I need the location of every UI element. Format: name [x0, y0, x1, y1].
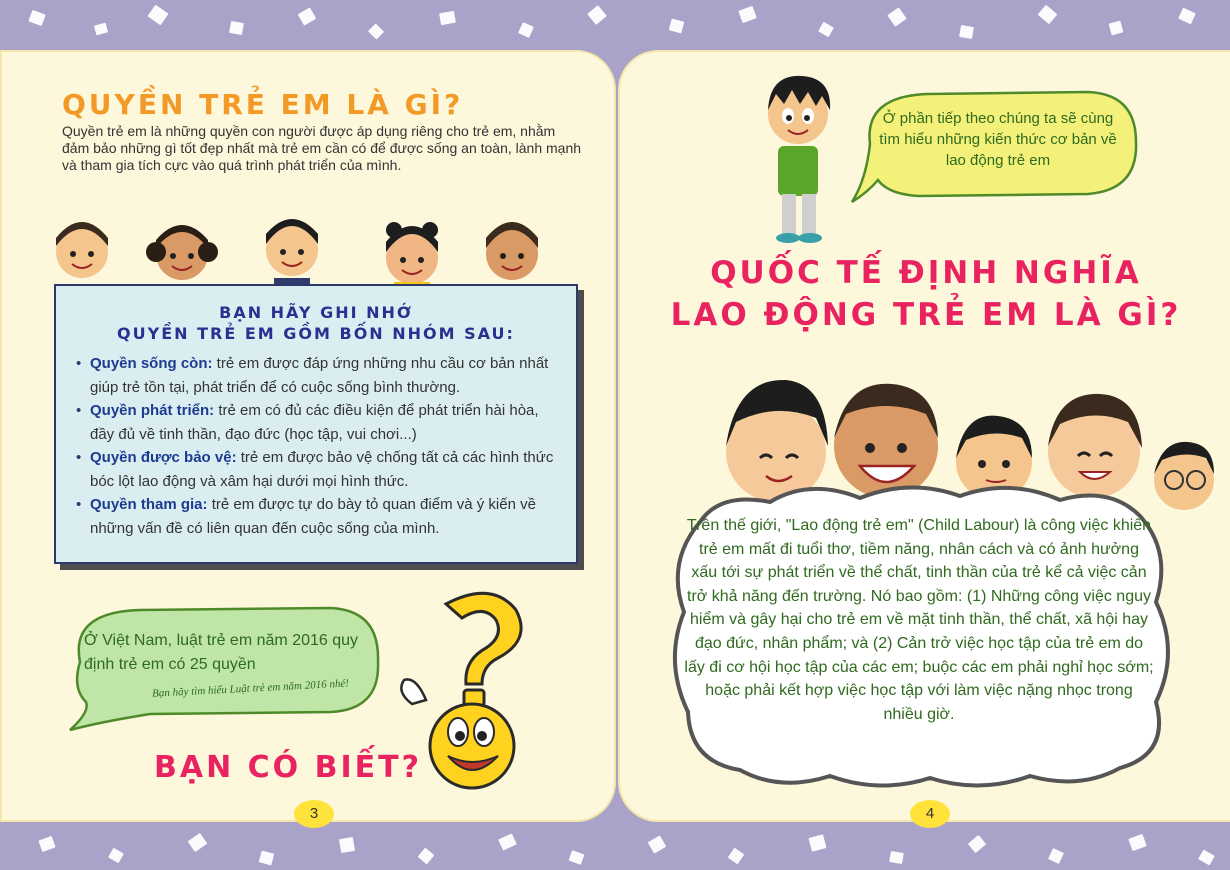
list-item	[76, 399, 562, 446]
right-term: Quyền phát triển:	[90, 402, 215, 419]
definition-paragraph: Trên thế giới, "Lao động trẻ em" (Child Labour) là công việc khiến trẻ em mất đi tuổi thơ, tiềm năng, nhân cách và có ảnh hưởng xấu tới sự phát triển về thể chất, tinh thần của trẻ kể cả việc cản trở khả năng đến trường. Nó bao gồm: (1) Những công việc nguy hiểm và gây hại cho trẻ em về mặt tinh thần, thể chất, xã hội hay đạo đức, nhân phẩm; và (2) Cản trở việc học tập của trẻ em do lấy đi cơ hội học tập của các em; buộc các em phải nghỉ học sớm; hoặc phải kết hợp việc học tập với làm việc nặng nhọc trong nhiều giờ.	[684, 517, 1154, 723]
right-description: trẻ em được bảo vệ chống tất cả các hình thức bóc lột lao động và xâm hại dưới mọi hình thức.	[90, 449, 554, 490]
speech-text: Ở phần tiếp theo chúng ta sẽ cùng tìm hiểu những kiến thức cơ bản về lao động trẻ em	[879, 110, 1117, 169]
page-title-line1: QUỐC TẾ ĐỊNH NGHĨA	[710, 255, 1142, 291]
rights-box-title-line1: BẠN HÃY GHI NHỚ	[219, 303, 413, 322]
page-left	[0, 50, 616, 822]
right-description: trẻ em được tự do bày tỏ quan điểm và ý kiến về những vấn đề có liên quan đến cuộc sống của mình.	[90, 496, 536, 537]
page-number: 4	[910, 800, 950, 828]
rights-box-title	[56, 302, 576, 344]
kid-face-icon	[486, 222, 538, 280]
right-term: Quyền sống còn:	[90, 355, 213, 372]
page-right	[618, 50, 1230, 822]
page-title: QUYỀN TRẺ EM LÀ GÌ?	[62, 88, 464, 121]
list-item	[76, 352, 562, 399]
rights-list	[56, 352, 576, 540]
vn-law-text: Ở Việt Nam, luật trẻ em năm 2016 quy định trẻ em có 25 quyền	[84, 632, 358, 673]
kid-face-icon	[146, 225, 218, 280]
right-term: Quyền được bảo vệ:	[90, 449, 237, 466]
right-term: Quyền tham gia:	[90, 496, 208, 513]
page-title	[620, 252, 1230, 336]
page-title-line2: LAO ĐỘNG TRẺ EM LÀ GÌ?	[670, 297, 1182, 333]
intro-paragraph: Quyền trẻ em là những quyền con người được áp dụng riêng cho trẻ em, nhằm đảm bảo những gì tốt đẹp nhất mà trẻ em cần có để được sống an toàn, lành mạnh và tham gia tích cực vào quá trình phát triển của mình.	[62, 123, 582, 173]
kid-face-icon	[56, 222, 108, 278]
did-you-know-heading: BẠN CÓ BIẾT?	[154, 750, 422, 785]
boy-mascot-icon	[750, 70, 850, 250]
list-item	[76, 493, 562, 540]
right-description: trẻ em có đủ các điều kiện để phát triển hài hòa, đầy đủ về tinh thần, đạo đức (học tập, vui chơi...)	[90, 402, 539, 443]
page-number: 3	[294, 800, 334, 828]
vn-law-note: Bạn hãy tìm hiểu Luật trẻ em năm 2016 nhé!	[151, 677, 350, 700]
rights-box-title-line2: QUYỀN TRẺ EM GỒM BỐN NHÓM SAU:	[117, 324, 515, 343]
rights-box	[54, 284, 578, 564]
list-item	[76, 446, 562, 493]
right-description: trẻ em được đáp ứng những nhu cầu cơ bản nhất giúp trẻ tồn tại, phát triển để có cuộc sống bình thường.	[90, 355, 549, 396]
